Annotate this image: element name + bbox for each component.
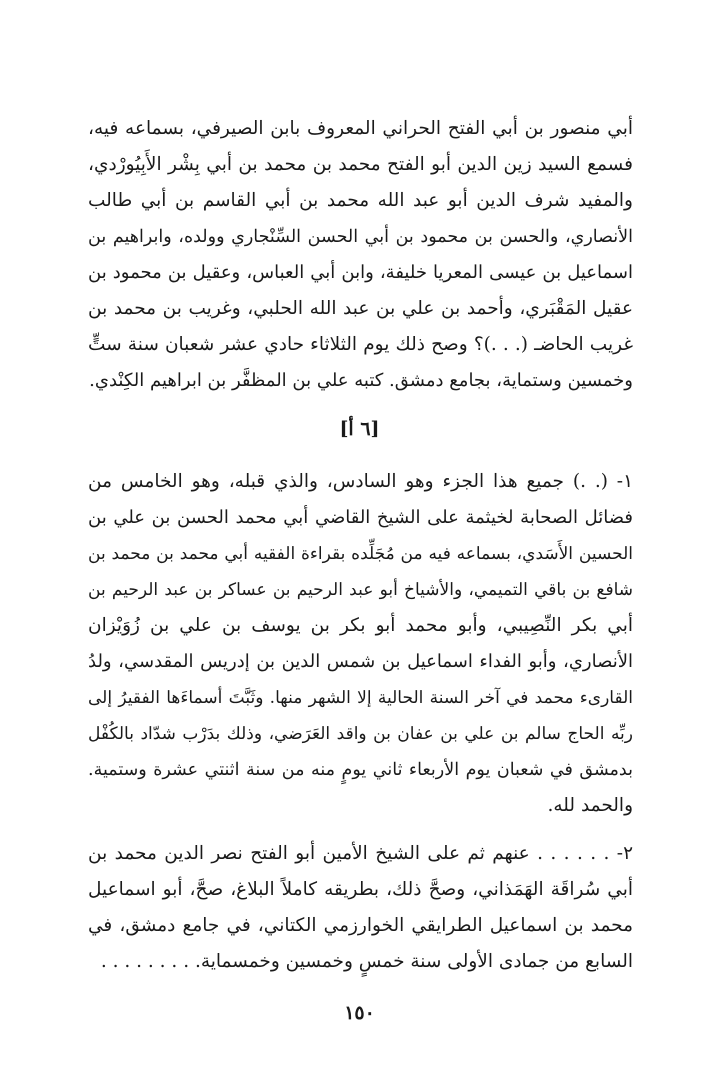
text-line: شافع بن باقي التميمي، والأشياخ أبو عبد الرحيم بن عساكر بن عبد الرحيم بن [88,580,633,600]
text-line: وخمسين وستماية، بجامع دمشق. كتبه علي بن المظفَّر بن ابراهيم الكِنْدي. [89,370,633,391]
paragraph-2 [88,464,633,824]
text-line: أبي سُراقَة الهَمَذاني، وصحَّ ذلك، بطريقه كاملاً البلاغ، صحَّ، أبو اسماعيل [88,879,633,900]
text-line: بدمشق في شعبان يوم الأربعاء ثاني يومٍ منه من سنة اثنتي عشرة وستمية. [88,760,633,780]
text-line: والحمد لله. [547,795,633,816]
text-line: الأنصاري، وأبو الفداء اسماعيل بن شمس الدين بن إدريس المقدسي، ولدُ [88,651,633,672]
section-marker: [٦ أ] [339,418,380,440]
paragraph-3 [88,836,633,980]
text-line: ١- (. .) جميع هذا الجزء وهو السادس، والذي قبله، وهو الخامس من [88,471,633,492]
text-line: فضائل الصحابة لخيثمة على الشيخ القاضي أبي محمد الحسن بن علي بن [88,507,633,528]
text-line: فسمع السيد زين الدين أبو الفتح محمد بن محمد بن أبي بِشْر الأَبِيُورْدي، [88,154,633,175]
text-line: غريب الحاضـ (. . .)؟ وصح ذلك يوم الثلاثاء حادي عشر شعبان سنة ستٍّ [88,334,633,355]
text-line: أبي منصور بن أبي الفتح الحراني المعروف بابن الصيرفي، بسماعه فيه، [88,118,633,139]
text-line: السابع من جمادى الأولى سنة خمسٍ وخمسين وخمسماية. . . . . . . . . [100,951,633,972]
paragraph-1 [88,111,633,399]
text-line: والمفيد شرف الدين أبو عبد الله محمد بن أبي القاسم بن أبي طالب [88,190,633,211]
text-line: أبي بكر النِّصِيبي، وأبو محمد أبو بكر بن يوسف بن علي بن زُوَيْزان [88,615,633,636]
text-line: الحسين الأَسَدي، بسماعه فيه من مُجَلِّده بقراءة الفقيه أبي محمد بن محمد بن [88,544,633,564]
text-line: ٢- . . . . . . عنهم ثم على الشيخ الأمين أبو الفتح نصر الدين محمد بن [88,843,633,864]
text-line: عقيل المَقْبَري، وأحمد بن علي بن عبد الله الحلبي، وغريب بن محمد بن [88,298,633,319]
text-line: اسماعيل بن عيسى المعريا خليفة، وابن أبي العباس، وعقيل بن محمود بن [88,262,633,283]
page-number: ١٥٠ [344,1002,375,1024]
text-line: القارىء محمد في آخر السنة الحالية إلا الشهر منها. وثَبَّتَ أسماءَها الفقيرُ إلى [88,688,633,708]
text-line: محمد بن اسماعيل الطرايقي الخوارزمي الكتاني، في جامع دمشق، في [88,915,633,936]
text-line: الأنصاري، والحسن بن محمود بن أبي الحسن السِّنْجاري وولده، وابراهيم بن [88,227,633,247]
text-line: ربِّه الحاج سالم بن علي بن عفان بن واقد العَرَضي، وذلك بدَرْب شدّاد بالكُفْل [88,724,633,744]
